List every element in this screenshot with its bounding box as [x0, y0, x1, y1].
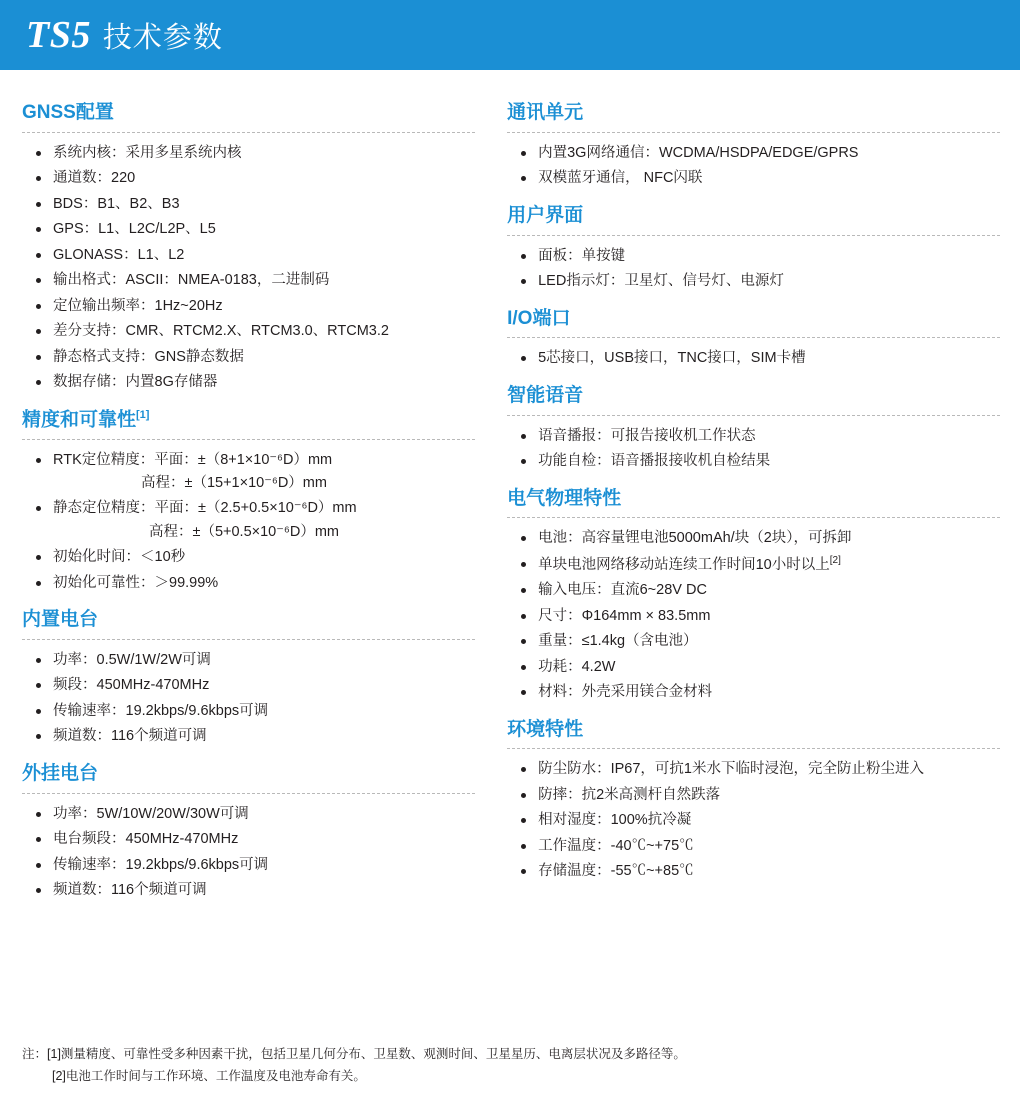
spec-section — [507, 308, 1000, 371]
spec-section — [507, 102, 1000, 191]
spec-item-text: 功能自检：语音播报接收机自检结果 — [538, 453, 771, 470]
spec-item — [521, 809, 1000, 832]
spec-item — [521, 758, 1000, 781]
footnote-row-1 — [22, 1044, 686, 1066]
spec-section — [507, 385, 1000, 474]
spec-item-text: GPS：L1、L2C/L2P、L5 — [53, 221, 216, 238]
spec-item — [36, 167, 475, 190]
section-divider — [507, 748, 1000, 749]
spec-item-text: 初始化时间：＜10秒 — [53, 549, 186, 566]
spec-item — [521, 245, 1000, 268]
spec-item — [36, 269, 475, 292]
spec-item-note: [2] — [829, 554, 841, 566]
section-heading — [22, 409, 475, 432]
spec-list — [507, 347, 1000, 370]
spec-item — [521, 860, 1000, 883]
spec-list — [507, 142, 1000, 191]
spec-item-text: 静态定位精度：平面：±（2.5+0.5×10⁻⁶D）mm — [53, 500, 357, 517]
spec-item — [36, 371, 475, 394]
spec-item — [36, 142, 475, 165]
spec-item — [521, 425, 1000, 448]
spec-item-text: 数据存储：内置8G存储器 — [53, 374, 218, 391]
spec-item-subline: 高程：±（15+1×10⁻⁶D）mm — [141, 475, 327, 492]
section-heading — [507, 385, 1000, 408]
spec-item-text: 功率：0.5W/1W/2W可调 — [53, 651, 211, 668]
spec-item — [36, 320, 475, 343]
spec-list — [22, 649, 475, 749]
section-divider — [22, 639, 475, 640]
spec-item — [521, 784, 1000, 807]
spec-item-text: 工作温度：-40℃~+75℃ — [538, 837, 694, 854]
spec-item — [36, 828, 475, 851]
spec-item-text: 尺寸：Φ164mm × 83.5mm — [538, 607, 711, 624]
section-heading-text: 内置电台 — [22, 609, 99, 631]
spec-item-text: GLONASS：L1、L2 — [53, 246, 185, 263]
spec-item — [521, 681, 1000, 704]
spec-item — [36, 572, 475, 595]
spec-item-text: 定位输出频率：1Hz~20Hz — [53, 297, 223, 314]
spec-item — [36, 346, 475, 369]
spec-section — [22, 609, 475, 749]
spec-item-text: 重量：≤1.4kg（含电池） — [538, 633, 698, 650]
section-heading — [507, 102, 1000, 125]
section-divider — [22, 793, 475, 794]
spec-list — [507, 425, 1000, 474]
spec-list — [507, 758, 1000, 883]
section-heading-text: 外挂电台 — [22, 762, 99, 784]
spec-item-subline: 高程：±（5+0.5×10⁻⁶D）mm — [149, 523, 339, 540]
spec-item — [36, 725, 475, 748]
section-divider — [507, 517, 1000, 518]
spec-item-text: 功率：5W/10W/20W/30W可调 — [53, 805, 249, 822]
spec-list — [507, 245, 1000, 294]
section-heading-text: GNSS配置 — [22, 102, 114, 123]
section-heading-text: I/O端口 — [507, 307, 571, 329]
spec-item — [36, 879, 475, 902]
spec-item — [521, 579, 1000, 602]
spec-item-text: 电池：高容量锂电池5000mAh/块（2块），可拆卸 — [538, 530, 852, 547]
section-heading — [22, 609, 475, 632]
spec-item — [521, 167, 1000, 190]
spec-item-text: 频道数：116个频道可调 — [53, 728, 207, 745]
spec-item-text: 语音播报：可报告接收机工作状态 — [538, 427, 756, 444]
spec-item-text: 系统内核：采用多星系统内核 — [53, 144, 242, 161]
column-gap — [483, 88, 507, 909]
spec-item — [36, 700, 475, 723]
spec-item-text: 传输速率：19.2kbps/9.6kbps可调 — [53, 702, 269, 719]
spec-item-text: 双模蓝牙通信， NFC闪联 — [538, 170, 703, 187]
spec-item — [36, 546, 475, 569]
spec-item — [521, 656, 1000, 679]
spec-item — [36, 649, 475, 672]
footnote-text-2: [2]电池工作时间与工作环境、工作温度及电池寿命有关。 — [52, 1069, 366, 1084]
spec-item-text: 材料：外壳采用镁合金材料 — [538, 684, 713, 701]
spec-item-text: 5芯接口，USB接口，TNC接口，SIM卡槽 — [538, 350, 806, 367]
spec-section — [507, 719, 1000, 884]
spec-item-text: 通道数：220 — [53, 170, 136, 187]
section-heading — [507, 719, 1000, 742]
spec-item-text: 单块电池网络移动站连续工作时间10小时以上 — [538, 556, 830, 573]
section-heading — [22, 763, 475, 786]
spec-item-text: 功耗：4.2W — [538, 658, 616, 675]
spec-item — [36, 244, 475, 267]
spec-item-text: 相对湿度：100%抗冷凝 — [538, 812, 692, 829]
spec-item-text: 初始化可靠性：＞99.99% — [53, 574, 219, 591]
section-heading — [22, 102, 475, 125]
spec-item — [521, 527, 1000, 550]
section-heading-text: 电气物理特性 — [507, 487, 622, 509]
spec-item — [36, 803, 475, 826]
section-divider — [507, 337, 1000, 338]
section-heading — [507, 205, 1000, 228]
spec-item — [521, 142, 1000, 165]
page-banner — [0, 0, 1020, 70]
spec-item-text: 输入电压：直流6~28V DC — [538, 582, 707, 599]
spec-item — [521, 450, 1000, 473]
spec-item-text: 内置3G网络通信：WCDMA/HSDPA/EDGE/GPRS — [538, 144, 859, 161]
spec-item — [36, 854, 475, 877]
spec-list — [22, 142, 475, 395]
right-column — [507, 88, 1000, 909]
section-heading-text: 精度和可靠性 — [22, 408, 137, 430]
section-heading — [507, 308, 1000, 331]
section-heading — [507, 488, 1000, 511]
spec-list — [22, 803, 475, 903]
section-divider — [22, 132, 475, 133]
spec-item — [521, 835, 1000, 858]
footnotes — [22, 1044, 686, 1088]
spec-item-text: LED指示灯：卫星灯、信号灯、电源灯 — [538, 273, 784, 290]
spec-item — [36, 674, 475, 697]
spec-section — [22, 763, 475, 903]
spec-section — [22, 409, 475, 595]
spec-item-text: 频道数：116个频道可调 — [53, 882, 207, 899]
spec-section — [22, 102, 475, 395]
section-divider — [22, 439, 475, 440]
spec-item — [36, 193, 475, 216]
spec-item-text: 静态格式支持：GNS静态数据 — [53, 348, 244, 365]
spec-section — [507, 488, 1000, 705]
spec-item — [521, 270, 1000, 293]
spec-columns — [0, 70, 1020, 909]
spec-item-text: 防摔：抗2米高测杆自然跌落 — [538, 786, 721, 803]
spec-item-text: 防尘防水：IP67，可抗1米水下临时浸泡，完全防止粉尘进入 — [538, 761, 924, 778]
spec-list — [22, 449, 475, 595]
section-heading-text: 智能语音 — [507, 384, 584, 406]
spec-item-text: 频段：450MHz-470MHz — [53, 677, 210, 694]
spec-list — [507, 527, 1000, 704]
section-heading-text: 通讯单元 — [507, 102, 584, 123]
footnote-text-1: [1]测量精度、可靠性受多种因素干扰，包括卫星几何分布、卫星数、观测时间、卫星星历、电离层状况及多路径等。 — [47, 1047, 686, 1062]
spec-item — [36, 497, 475, 544]
page-title: 技术参数 — [102, 21, 223, 54]
spec-item — [36, 218, 475, 241]
section-divider — [507, 132, 1000, 133]
section-heading-text: 环境特性 — [507, 718, 584, 740]
product-model: TS5 — [26, 14, 91, 56]
spec-item — [521, 630, 1000, 653]
section-divider — [507, 235, 1000, 236]
spec-item-text: 面板：单按键 — [538, 247, 626, 264]
spec-section — [507, 205, 1000, 294]
spec-item-text: 存储温度：-55℃~+85℃ — [538, 863, 694, 880]
spec-item — [521, 347, 1000, 370]
spec-item-text: 电台频段：450MHz-470MHz — [53, 831, 239, 848]
section-heading-note: [1] — [136, 408, 150, 421]
spec-item-text: RTK定位精度：平面：±（8+1×10⁻⁶D）mm — [53, 451, 333, 468]
footnote-row-2 — [22, 1066, 686, 1088]
section-heading-text: 用户界面 — [507, 204, 584, 226]
spec-item — [521, 553, 1000, 577]
spec-item — [521, 605, 1000, 628]
section-divider — [507, 415, 1000, 416]
footnote-label: 注： — [22, 1047, 48, 1062]
spec-item — [36, 449, 475, 496]
spec-item-text: BDS：B1、B2、B3 — [53, 195, 180, 212]
spec-item — [36, 295, 475, 318]
left-column — [22, 88, 483, 909]
spec-item-text: 差分支持：CMR、RTCM2.X、RTCM3.0、RTCM3.2 — [53, 323, 389, 340]
spec-item-text: 传输速率：19.2kbps/9.6kbps可调 — [53, 856, 269, 873]
spec-item-text: 输出格式：ASCII：NMEA-0183，二进制码 — [53, 272, 330, 289]
